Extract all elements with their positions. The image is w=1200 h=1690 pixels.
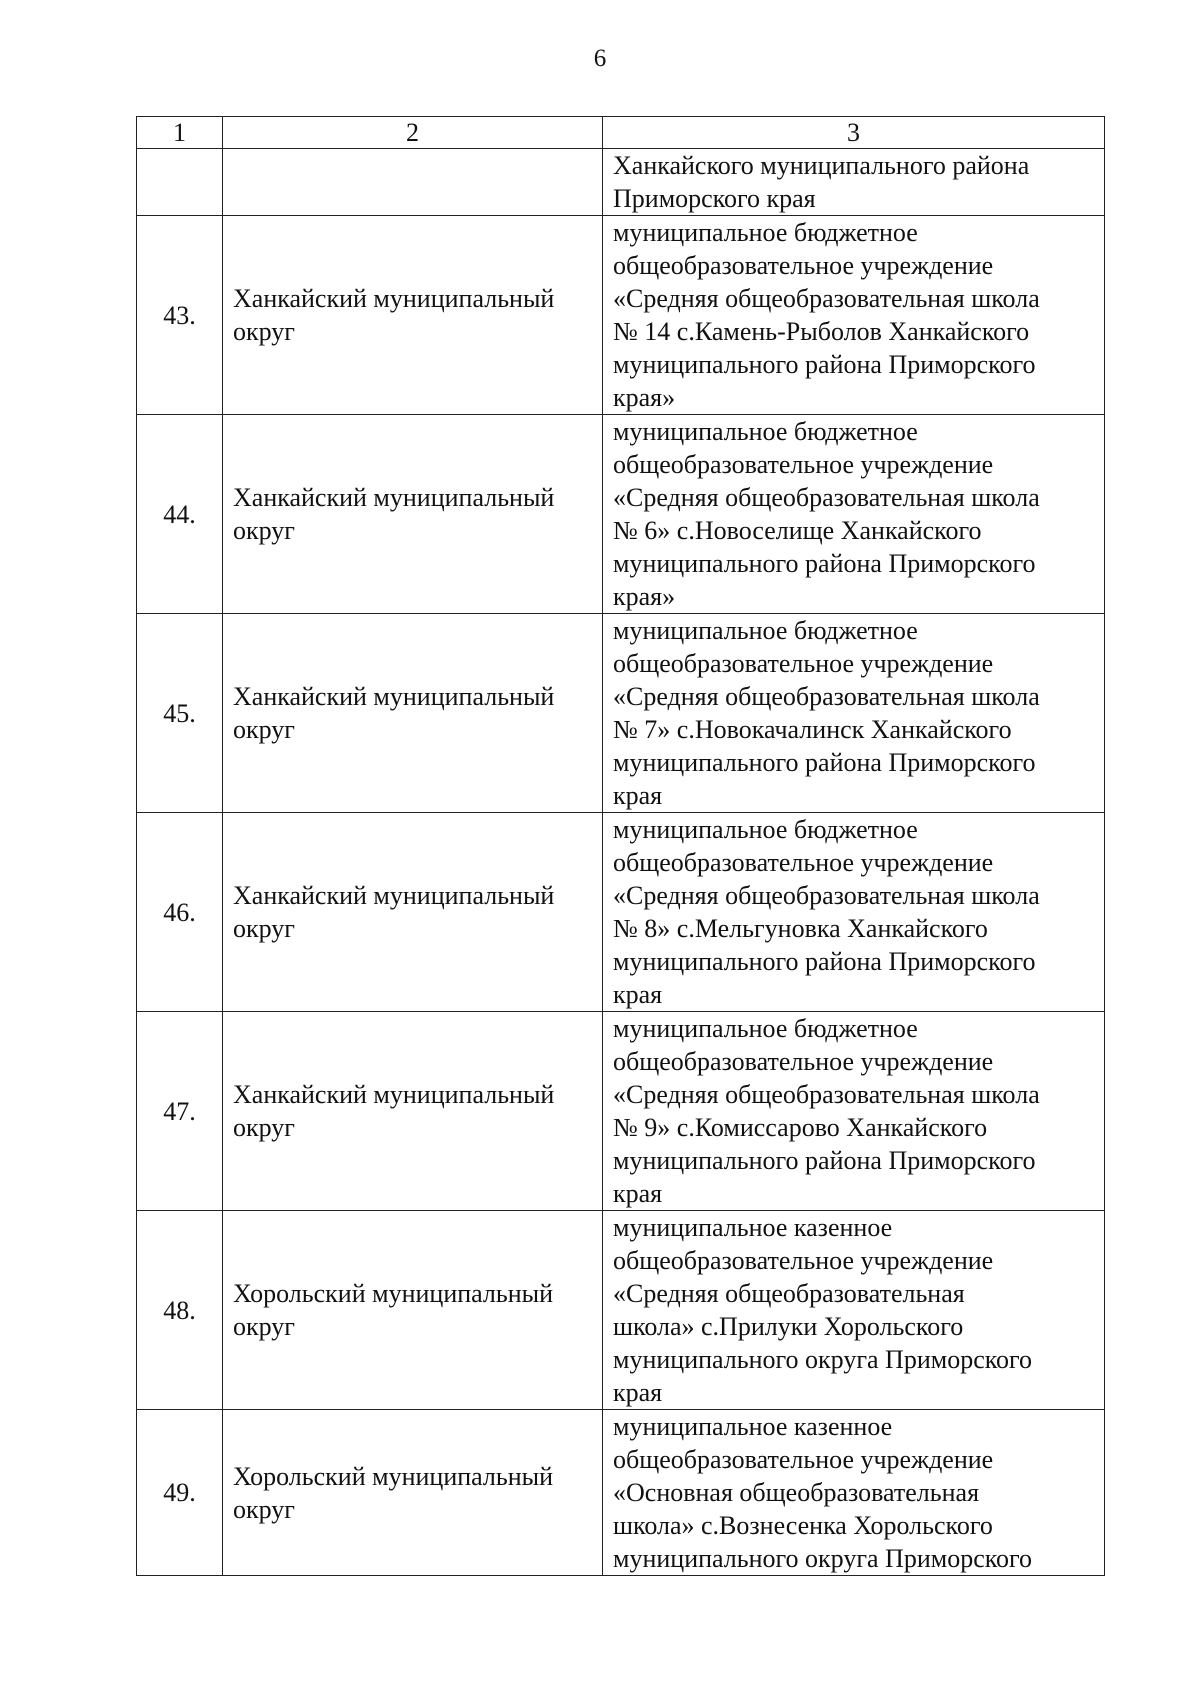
region-line: округ <box>233 1494 295 1524</box>
institution-line: края <box>613 781 663 810</box>
region-line: Ханкайский муниципальный <box>233 881 555 910</box>
institution-cell <box>603 1211 1105 1410</box>
row-number: 44. <box>137 415 223 614</box>
page-number: 6 <box>593 45 607 72</box>
institution-line: муниципального района Приморского <box>613 1146 1036 1175</box>
institution-line: № 9» с.Комиссарово Ханкайского <box>613 1113 988 1142</box>
institution-line: муниципальное казенное <box>613 1412 893 1441</box>
institution-line: Приморского края <box>613 184 816 213</box>
region-line: Ханкайский муниципальный <box>233 1080 555 1109</box>
institution-line: муниципального района Приморского <box>613 350 1036 379</box>
institution-line: края» <box>613 383 676 412</box>
table-row <box>137 216 1105 415</box>
institution-line: № 14 с.Камень-Рыболов Ханкайского <box>613 317 1030 346</box>
region-line: округ <box>233 1312 295 1341</box>
row-number: 48. <box>137 1211 223 1410</box>
table-row <box>137 415 1105 614</box>
region-line: округ <box>233 914 295 943</box>
institution-line: школа» с.Прилуки Хорольского <box>613 1312 964 1341</box>
institution-line: муниципального округа Приморского <box>613 1345 1033 1374</box>
row-number: 47. <box>137 1012 223 1211</box>
region-cell <box>223 1211 603 1410</box>
institution-line: общеобразовательное учреждение <box>613 251 994 280</box>
institution-line: Ханкайского муниципального района <box>613 151 1030 180</box>
institution-line: «Средняя общеобразовательная школа <box>613 284 1040 313</box>
header-col-2: 2 <box>223 117 603 149</box>
institution-cell <box>603 614 1105 813</box>
continuation-region-cell <box>223 149 603 216</box>
header-row <box>137 117 1105 149</box>
institution-line: муниципального района Приморского <box>613 549 1036 578</box>
institution-line: муниципального района Приморского <box>613 748 1036 777</box>
institution-line: края <box>613 1179 663 1208</box>
region-line: Ханкайский муниципальный <box>233 284 555 313</box>
region-cell <box>223 813 603 1012</box>
institution-line: общеобразовательное учреждение <box>613 848 994 877</box>
institution-cell <box>603 216 1105 415</box>
table-row <box>137 1211 1105 1410</box>
row-number: 46. <box>137 813 223 1012</box>
region-line: Хорольский муниципальный <box>233 1461 554 1491</box>
institution-line: № 8» с.Мельгуновка Ханкайского <box>613 914 988 943</box>
institution-line: края» <box>613 582 676 611</box>
institution-line: муниципальное казенное <box>613 1213 893 1242</box>
table-row <box>137 1410 1105 1576</box>
row-number: 45. <box>137 614 223 813</box>
table-row <box>137 813 1105 1012</box>
institution-line: «Средняя общеобразовательная школа <box>613 881 1040 910</box>
institution-line: муниципальное бюджетное <box>613 616 918 645</box>
region-line: округ <box>233 317 295 346</box>
region-line: округ <box>233 516 295 545</box>
institution-line: муниципальное бюджетное <box>613 1014 918 1043</box>
institution-line: муниципального округа Приморского <box>613 1544 1033 1573</box>
institution-line: № 7» с.Новокачалинск Ханкайского <box>613 715 1012 744</box>
header-col-1: 1 <box>137 117 223 149</box>
institution-line: муниципальное бюджетное <box>613 417 918 446</box>
region-line: округ <box>233 715 295 744</box>
header-col-3: 3 <box>603 117 1105 149</box>
region-cell <box>223 1410 603 1576</box>
institution-line: общеобразовательное учреждение <box>613 1246 994 1275</box>
continuation-num-cell <box>137 149 223 216</box>
institution-cell <box>603 415 1105 614</box>
institution-line: общеобразовательное учреждение <box>613 649 994 678</box>
continuation-row <box>137 149 1105 216</box>
institution-line: общеобразовательное учреждение <box>613 1445 994 1474</box>
region-cell <box>223 614 603 813</box>
table-row <box>137 614 1105 813</box>
continuation-institution-cell <box>603 149 1105 216</box>
institution-line: «Средняя общеобразовательная школа <box>613 483 1040 512</box>
region-line: Ханкайский муниципальный <box>233 682 555 711</box>
institution-line: общеобразовательное учреждение <box>613 450 994 479</box>
institution-line: «Основная общеобразовательная <box>613 1478 980 1507</box>
region-line: округ <box>233 1113 295 1142</box>
institution-cell <box>603 813 1105 1012</box>
institution-line: школа» с.Вознесенка Хорольского <box>613 1511 993 1540</box>
institution-line: «Средняя общеобразовательная школа <box>613 682 1040 711</box>
institution-line: «Средняя общеобразовательная <box>613 1279 965 1308</box>
institution-line: муниципальное бюджетное <box>613 815 918 844</box>
institution-line: «Средняя общеобразовательная школа <box>613 1080 1040 1109</box>
institution-line: общеобразовательное учреждение <box>613 1047 994 1076</box>
institution-cell <box>603 1012 1105 1211</box>
region-cell <box>223 1012 603 1211</box>
region-cell <box>223 216 603 415</box>
schools-table <box>136 116 1105 1576</box>
institution-line: края <box>613 1378 663 1407</box>
row-number: 49. <box>137 1410 223 1576</box>
region-line: Хорольский муниципальный <box>233 1279 554 1308</box>
region-cell <box>223 415 603 614</box>
institution-line: края <box>613 980 663 1009</box>
institution-line: муниципального района Приморского <box>613 947 1036 976</box>
table-row <box>137 1012 1105 1211</box>
region-line: Ханкайский муниципальный <box>233 483 555 512</box>
institution-line: муниципальное бюджетное <box>613 218 918 247</box>
row-number: 43. <box>137 216 223 415</box>
institution-line: № 6» с.Новоселище Ханкайского <box>613 516 982 545</box>
institution-cell <box>603 1410 1105 1576</box>
